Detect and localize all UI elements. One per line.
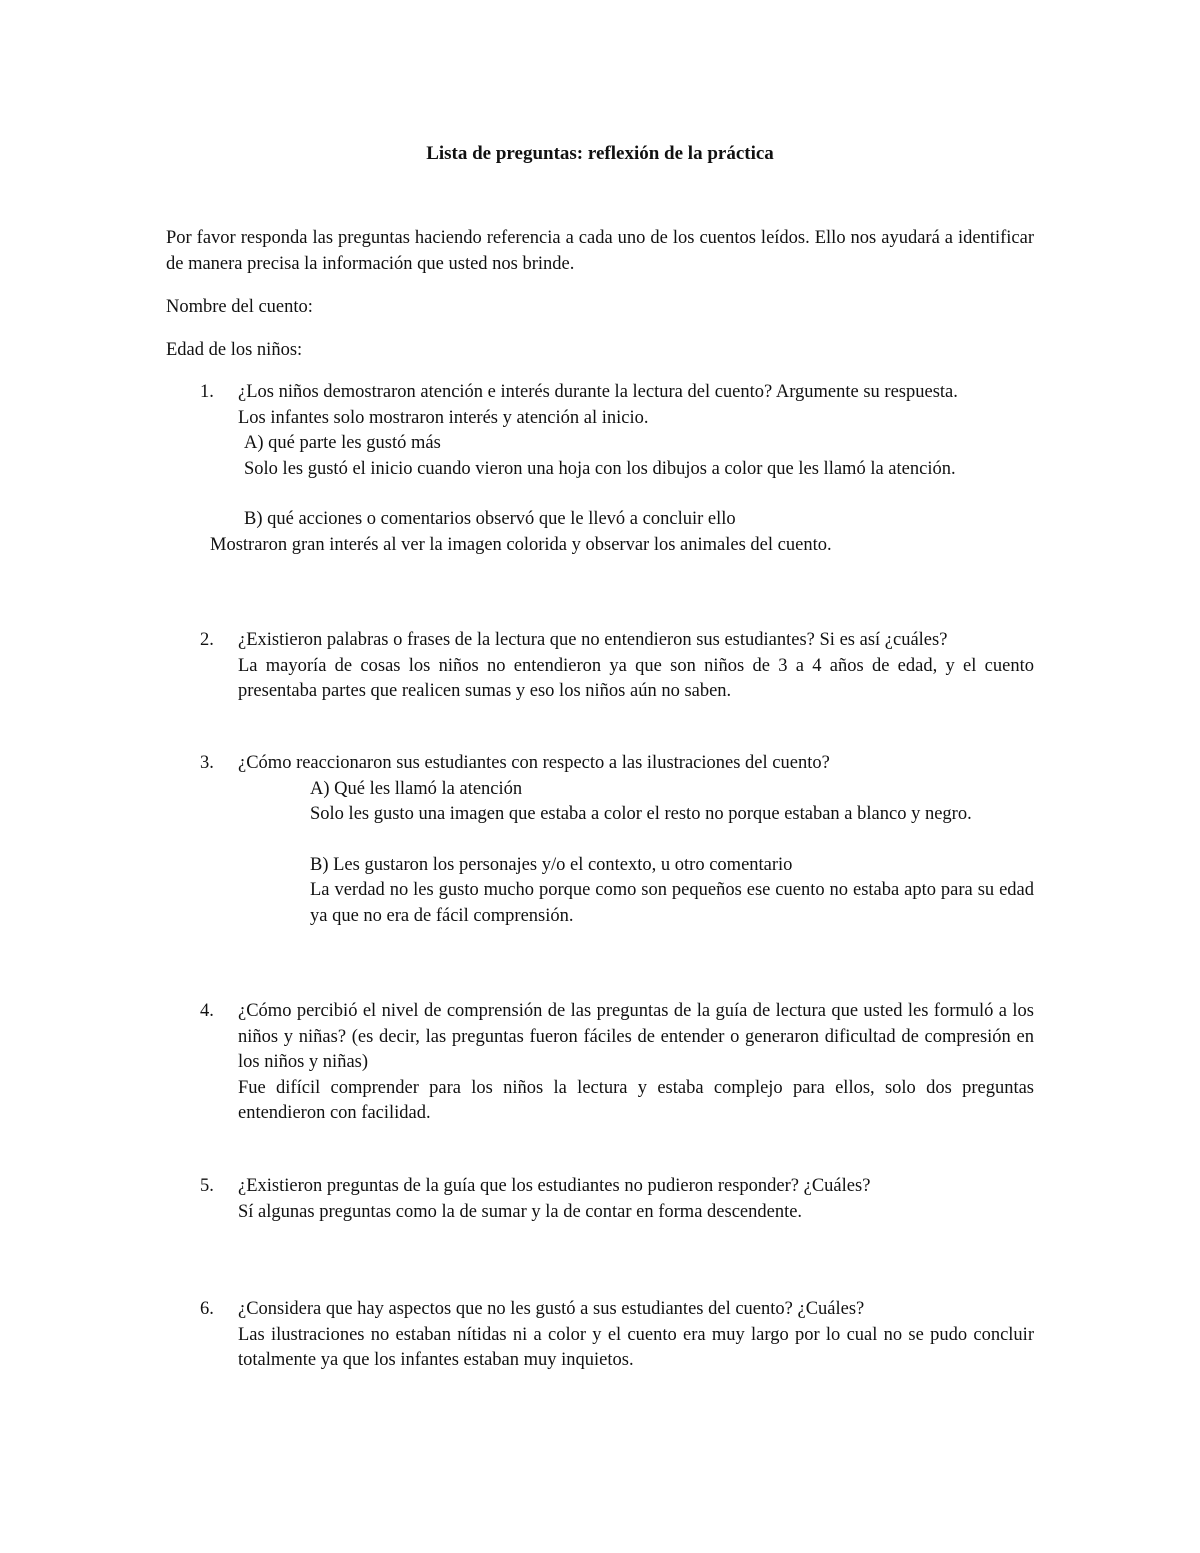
intro-paragraph: Por favor responda las preguntas haciendo referencia a cada uno de los cuentos leídos. Ello nos ayudará a identificar de manera precisa la información que usted nos brinde. <box>166 228 1034 274</box>
question-number: 1. <box>200 382 214 402</box>
question-text: ¿Existieron preguntas de la guía que los estudiantes no pudieron responder? ¿Cuáles? <box>238 1176 871 1196</box>
sub-question-a: A) qué parte les gustó más <box>244 433 441 453</box>
question-2 <box>166 628 1034 705</box>
question-number: 4. <box>200 1001 214 1021</box>
question-6 <box>166 1297 1034 1374</box>
question-5 <box>166 1174 1034 1225</box>
sub-answer-a: Solo les gustó el inicio cuando vieron una hoja con los dibujos a color que les llamó la atención. <box>244 458 956 479</box>
sub-question-b: B) qué acciones o comentarios observó que le llevó a concluir ello <box>244 509 736 529</box>
question-number: 2. <box>200 630 214 650</box>
answer-text: Sí algunas preguntas como la de sumar y la de contar en forma descendente. <box>238 1201 803 1222</box>
answer-text: Los infantes solo mostraron interés y atención al inicio. <box>238 407 649 428</box>
question-text: ¿Cómo reaccionaron sus estudiantes con respecto a las ilustraciones del cuento? <box>238 753 830 773</box>
sub-question-b: B) Les gustaron los personajes y/o el contexto, u otro comentario <box>310 854 793 875</box>
field-edad-ninos: Edad de los niños: <box>166 340 303 360</box>
question-number: 5. <box>200 1176 214 1196</box>
question-text: ¿Los niños demostraron atención e interés durante la lectura del cuento? Argumente su respuesta. <box>238 382 958 402</box>
question-text: ¿Considera que hay aspectos que no les gustó a sus estudiantes del cuento? ¿Cuáles? <box>238 1299 865 1319</box>
document-title: Lista de preguntas: reflexión de la práctica <box>426 143 774 164</box>
question-3 <box>166 751 1034 929</box>
sub-question-a: A) Qué les llamó la atención <box>310 778 523 799</box>
sub-answer-a: Solo les gusto una imagen que estaba a color el resto no porque estaban a blanco y negro. <box>310 804 972 824</box>
question-1 <box>166 380 1034 558</box>
field-nombre-cuento: Nombre del cuento: <box>166 297 313 317</box>
question-4 <box>166 999 1034 1127</box>
sub-answer-b: La verdad no les gusto mucho porque como son pequeños ese cuento no estaba apto para su edad ya que no era de fácil comprensión. <box>310 880 1034 926</box>
question-text: ¿Cómo percibió el nivel de comprensión de las preguntas de la guía de lectura que usted les formuló a los niños y niñas? (es decir, las preguntas fueron fáciles de entender o generaron dificultad de compresión en los niños y niñas) <box>238 1001 1034 1072</box>
question-number: 6. <box>200 1299 214 1319</box>
sub-answer-b: Mostraron gran interés al ver la imagen colorida y observar los animales del cuento. <box>210 534 832 555</box>
answer-text: La mayoría de cosas los niños no entendieron ya que son niños de 3 a 4 años de edad, y el cuento presentaba partes que realicen sumas y eso los niños aún no saben. <box>238 655 1034 701</box>
answer-text: Las ilustraciones no estaban nítidas ni a color y el cuento era muy largo por lo cual no se pudo concluir totalmente ya que los infantes estaban muy inquietos. <box>238 1324 1034 1370</box>
answer-text: Fue difícil comprender para los niños la lectura y estaba complejo para ellos, solo dos preguntas entendieron con facilidad. <box>238 1077 1034 1123</box>
question-number: 3. <box>200 753 214 773</box>
question-text: ¿Existieron palabras o frases de la lectura que no entendieron sus estudiantes? Si es así ¿cuáles? <box>238 630 948 650</box>
